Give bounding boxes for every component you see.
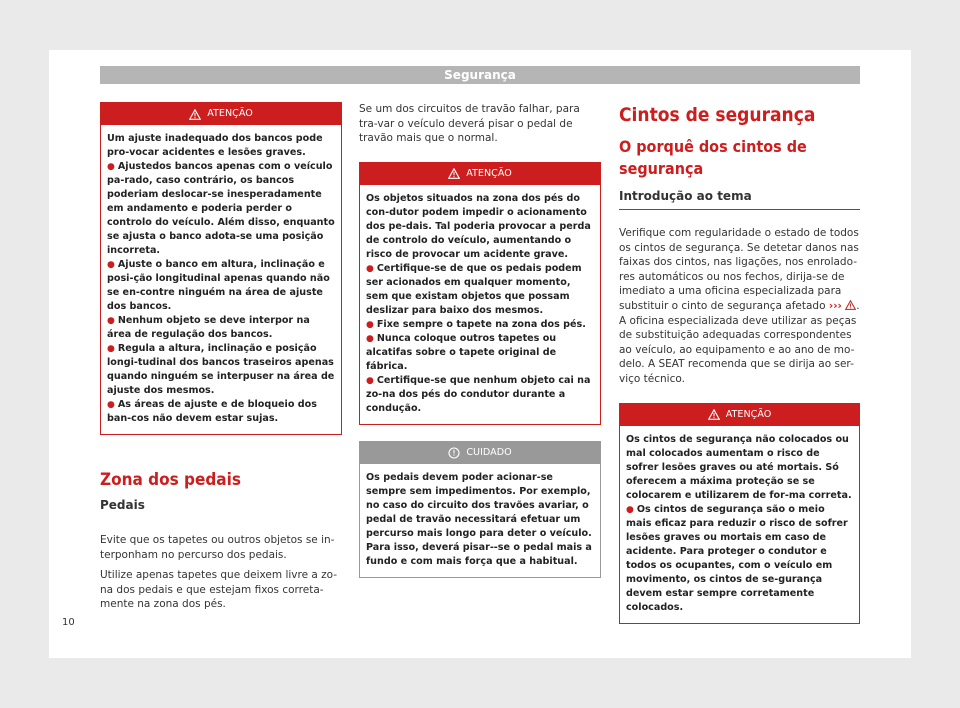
warning-triangle-icon xyxy=(708,409,720,420)
warning-triangle-icon xyxy=(189,109,201,120)
warning-box-pedals xyxy=(359,162,601,425)
warning-bullet: ● Nunca coloque outros tapetes ou alcatifas sobre o tapete original de fábrica. xyxy=(366,332,557,372)
info-circle-icon xyxy=(448,447,460,459)
section-subtitle-pedals: Pedais xyxy=(100,498,145,512)
warning-intro: Os objetos situados na zona dos pés do con-dutor podem impedir o acionamento dos pe-dais. Tal poderia provocar a perda de controlo do veículo, aumentando o risco de provocar um acidente grave. xyxy=(366,192,591,260)
section-title: O porquê dos cintos de segurança xyxy=(619,137,807,178)
column-2 xyxy=(359,102,601,578)
column-3 xyxy=(619,102,860,624)
warning-bullet: ● Fixe sempre o tapete na zona dos pés. xyxy=(366,318,586,330)
warning-box-seats xyxy=(100,102,342,435)
warning-bullet: ● Ajustedos bancos apenas com o veículo pa-rado, caso contrário, os bancos poderiam deslocar-se inesperadamente em andamento e poderia perder o controlo do veículo. Além disso, enquanto se ajusta o banco adota-se uma posição incorreta. xyxy=(107,161,335,256)
page-header: Segurança xyxy=(100,66,860,84)
paragraph: Evite que os tapetes ou outros objetos se in-terponham no percurso dos pedais. xyxy=(100,534,335,561)
warning-triangle-icon xyxy=(845,300,856,310)
warning-triangle-icon xyxy=(448,168,460,179)
warning-label: ATENÇÃO xyxy=(466,167,512,179)
warning-label: ATENÇÃO xyxy=(207,108,253,119)
caution-text: Os pedais devem poder acionar-se sempre sem impedimentos. Por exemplo, no caso do circuito dos travões avariar, o pedal de travão necessitará efetuar um percurso mais longo para deter o veículo. Para isso, deverá pisar--se o pedal mais a fundo e com mais força que a habitual. xyxy=(366,471,592,567)
warning-label: ATENÇÃO xyxy=(725,408,772,420)
warning-bullet: ● As áreas de ajuste e de bloqueio dos ban-cos não devem estar sujas. xyxy=(107,399,317,424)
chapter-title: Cintos de segurança xyxy=(619,104,816,126)
caution-box xyxy=(359,441,601,578)
page-number: 10 xyxy=(62,617,75,628)
warning-bullet: ● Certifique-se de que os pedais podem ser acionados em qualquer momento, sem que existam objetos que possam deslizar para baixo dos mesmos. xyxy=(366,262,582,316)
warning-intro: Os cintos de segurança não colocados ou mal colocados aumentam o risco de sofrer lesões graves ou até mortais. Só oferecem a máxima proteção se se colocarem e utilizarem de for-ma correta. xyxy=(626,433,852,501)
paragraph: Verifique com regularidade o estado de todos os cintos de segurança. Se detetar danos nas faixas dos cintos, nas ligações, nos enrolado-res automáticos ou nos fechos, dirija-se de imediato a uma oficina especializada para substituir o cinto de segurança afetado ››› . xyxy=(619,227,860,312)
warning-bullet: ● Nenhum objeto se deve interpor na área de regulação dos bancos. xyxy=(107,315,310,340)
column-1 xyxy=(100,102,342,612)
paragraph: Utilize apenas tapetes que deixem livre a zo-na dos pedais e que estejam fixos correta-mente na zona dos pés. xyxy=(100,569,338,611)
warning-bullet: ● Os cintos de segurança são o meio mais eficaz para reduzir o risco de sofrer lesões graves ou mortais em caso de acidente. Para proteger o condutor e todos os ocupantes, com o veículo em movimento, os cintos de se-gurança devem estar sempre corretamente colocados. xyxy=(626,503,848,613)
intro-heading: Introdução ao tema xyxy=(619,188,860,210)
paragraph: A oficina especializada deve utilizar as peças de substituição adequadas correspondentes ao veículo, ao equipamento e ao ano de mo-delo. A SEAT recomenda que se dirija ao ser-viço técnico. xyxy=(619,314,857,385)
warning-intro: Um ajuste inadequado dos bancos pode pro-vocar acidentes e lesões graves. xyxy=(107,133,323,158)
warning-box-seatbelts xyxy=(619,403,860,624)
warning-bullet: ● Certifique-se que nenhum objeto cai na zo-na dos pés do condutor durante a condução. xyxy=(366,374,591,414)
paragraph: Se um dos circuitos de travão falhar, para tra-var o veículo deverá pisar o pedal de travão mais que o normal. xyxy=(359,103,580,145)
warning-bullet: ● Regula a altura, inclinação e posição longi-tudinal dos bancos traseiros apenas quando ninguém se interpuser na área de ajuste dos mesmos. xyxy=(107,343,335,396)
warning-bullet: ● Ajuste o banco em altura, inclinação e posi-ção longitudinal apenas quando não se en-contre ninguém na área de ajuste dos bancos. xyxy=(107,259,330,312)
section-title-pedal-zone: Zona dos pedais xyxy=(100,470,241,490)
caution-label: CUIDADO xyxy=(466,446,512,458)
reference-arrow: ››› xyxy=(828,299,842,312)
